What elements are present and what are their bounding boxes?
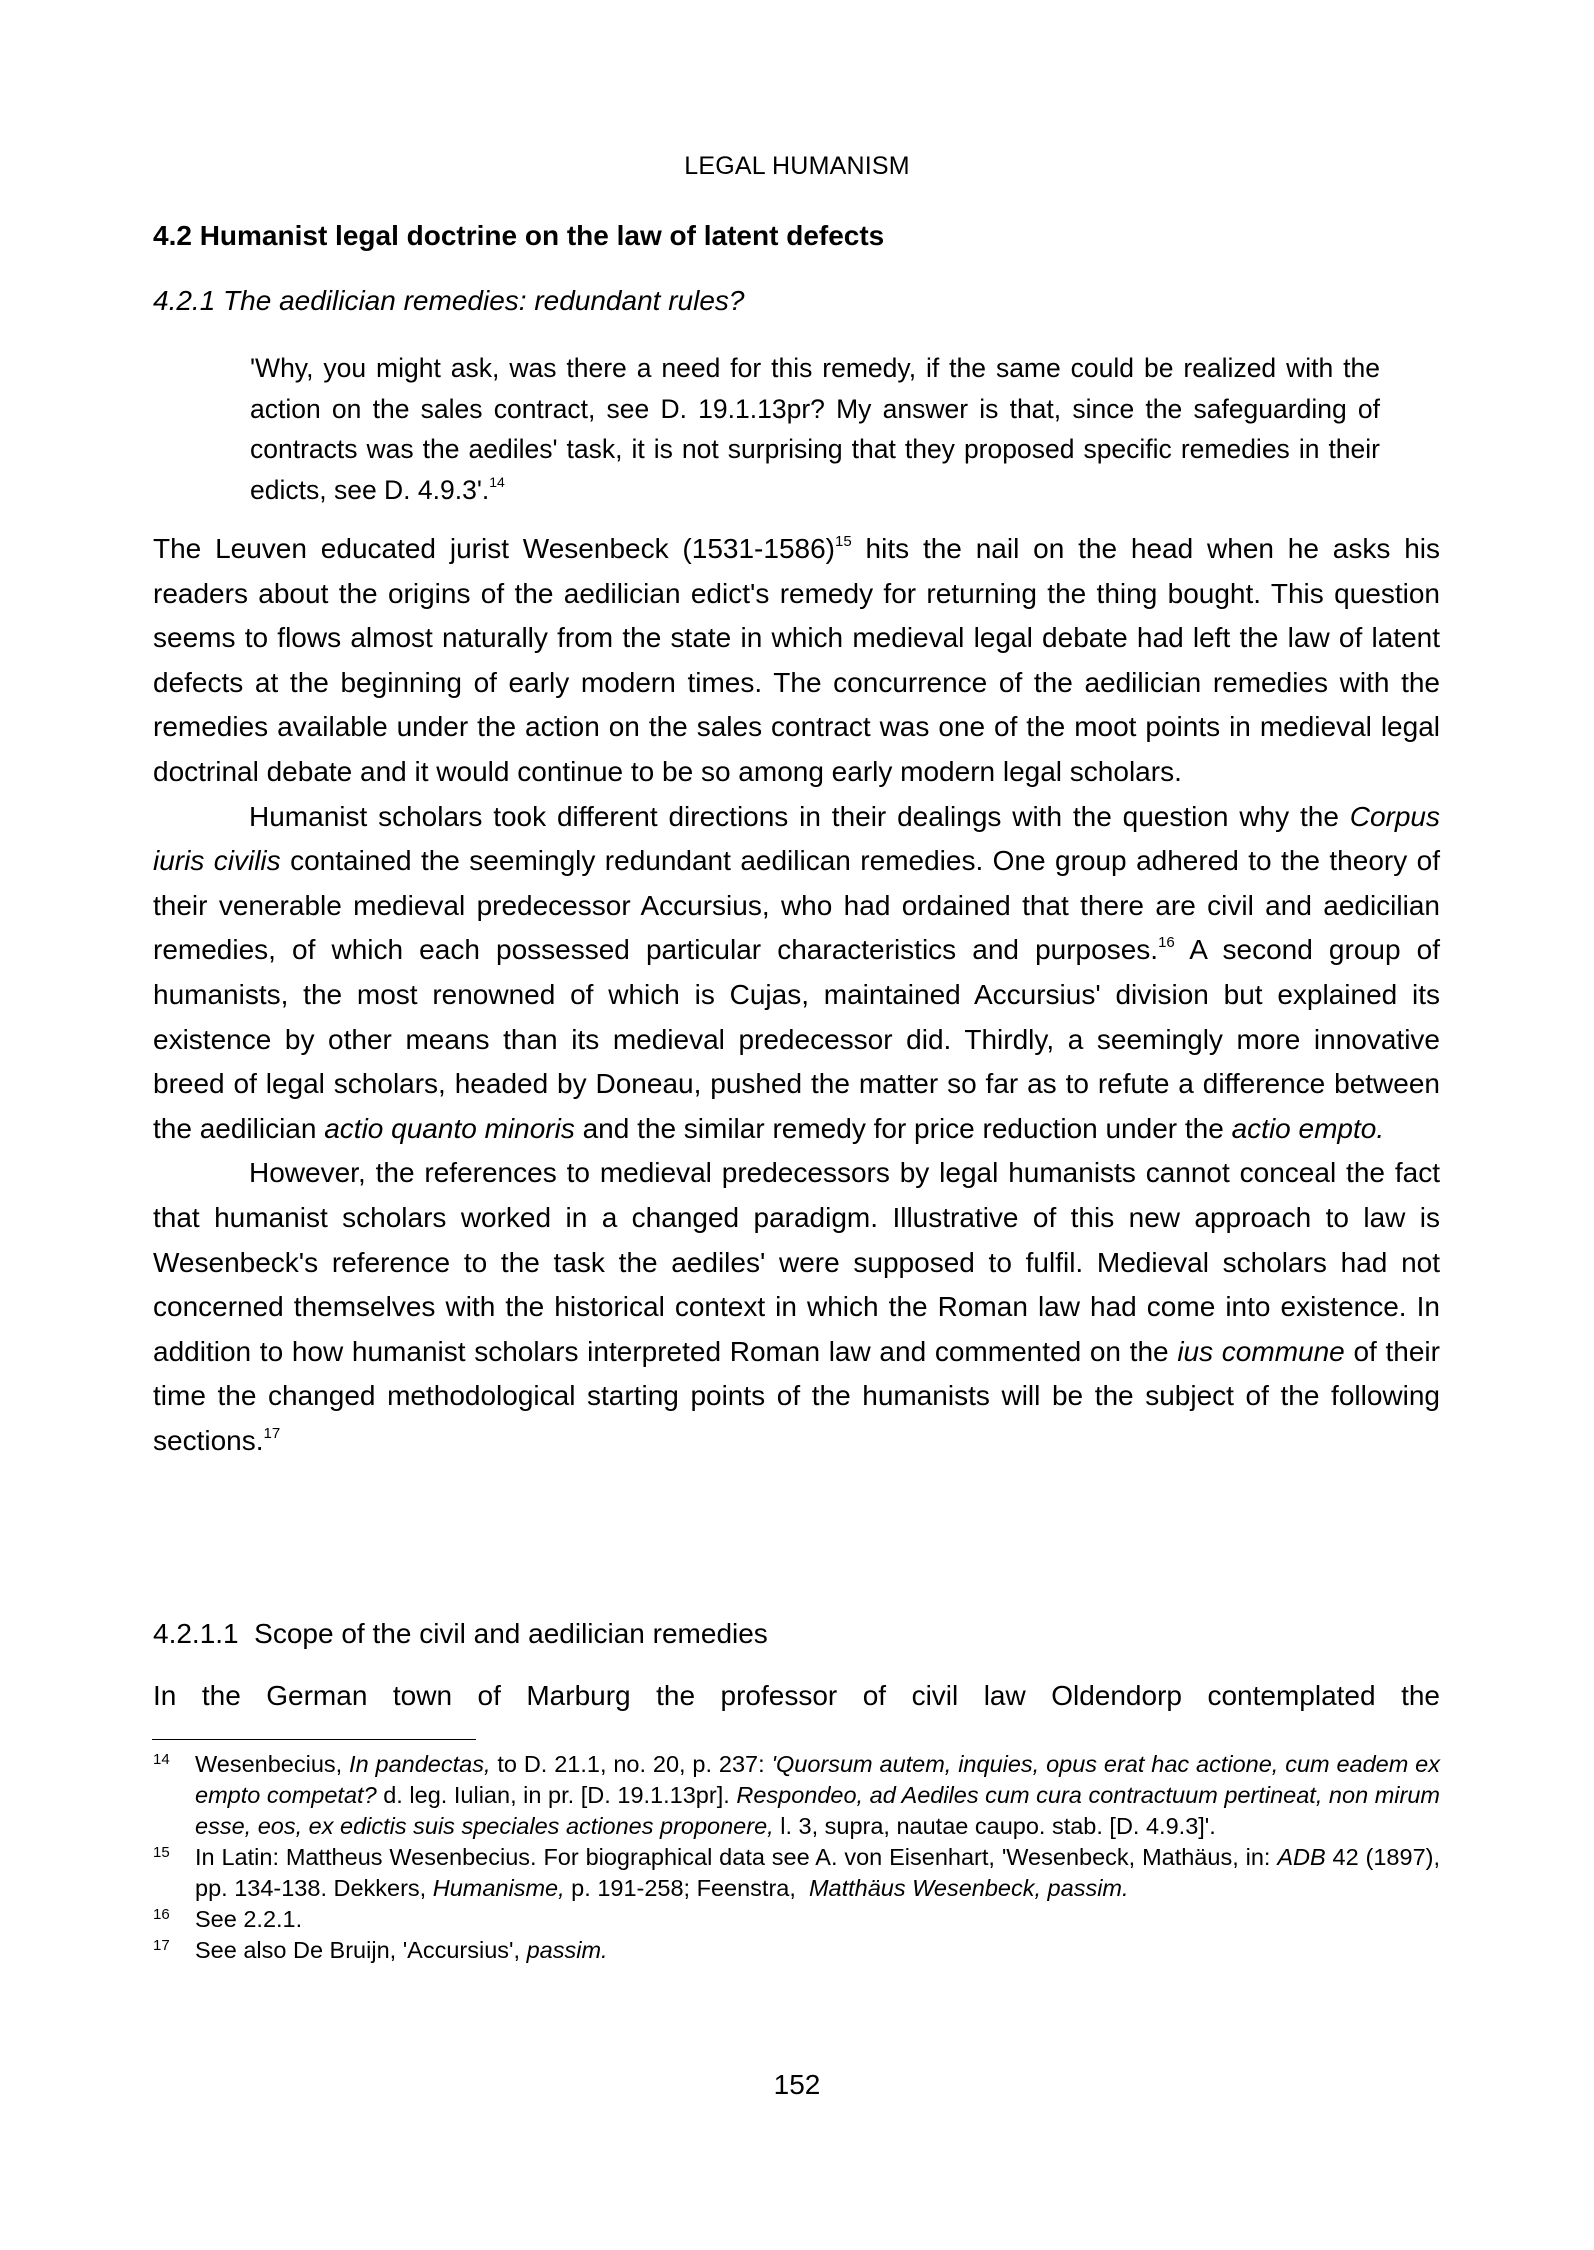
footnote-ref-17[interactable]: 17 xyxy=(263,1424,281,1442)
footnote-text: In Latin: Mattheus Wesenbecius. For biographical data see A. von Eisenhart, 'Wesenbeck, Mathäus, in: xyxy=(195,1844,1278,1870)
paragraph-text: A second group of humanists, the most renowned of which is Cujas, maintained Accursius' division but explained its existence by other means than its medieval predecessor did. Thirdly, a seemingly more innovative breed of legal scholars, headed by Doneau, pushed the matter so far as to refute a difference between the aedilician xyxy=(153,934,1440,1144)
paragraph-text: hits the nail on the head when he asks his readers about the origins of the aedilician edict's remedy for returning the thing bought. This question seems to flows almost naturally from the state in which medieval legal debate had left the law of latent defects at the beginning of early modern times. The concurrence of the aedilician remedies with the remedies available under the action on the sales contract was one of the moot points in medieval legal doctrinal debate and it would continue to be so among early modern legal scholars. xyxy=(153,533,1441,787)
footnote-15 xyxy=(153,1842,1440,1904)
body-text xyxy=(153,527,1440,1463)
footnote-text: d. leg. Iulian, in pr. [D. 19.1.13pr]. xyxy=(376,1782,737,1808)
continuation-line: In the German town of Marburg the professor of civil law Oldendorp contemplated the xyxy=(153,1680,1440,1711)
section-heading: 4.2 Humanist legal doctrine on the law of latent defects xyxy=(153,220,885,251)
footnotes xyxy=(153,1749,1440,1966)
footnote-14 xyxy=(153,1749,1440,1842)
paragraph-text: contained the seemingly redundant aedilican remedies. One group adhered to the theory of their venerable medieval predecessor Accursius, who had ordained that there are civil and aedicilian remedies, of which each possessed particular characteristics and purposes. xyxy=(153,845,1440,966)
italic-term: ius commune xyxy=(1177,1335,1345,1367)
sub-subsection-heading: 4.2.1.1 Scope of the civil and aedilician remedies xyxy=(153,1618,768,1649)
paragraph-text: However, the references to medieval predecessors by legal humanists cannot conceal the fact that humanist scholars worked in a changed paradigm. Illustrative of this new approach to law is Wesenbeck's reference to the task the aediles' were supposed to fulfil. Medieval scholars had not concerned themselves with the historical context in which the Roman law had come into existence. In addition to how humanist scholars interpreted Roman law and commented on the xyxy=(153,1157,1440,1367)
footnote-ref-14[interactable]: 14 xyxy=(489,473,505,490)
footnote-number: 17 xyxy=(153,1937,170,1954)
page-number: 152 xyxy=(773,2069,821,2100)
footnote-ref-16[interactable]: 16 xyxy=(1158,934,1175,952)
paragraph-2 xyxy=(153,795,1440,1152)
italic-term: actio quanto minoris xyxy=(324,1112,575,1144)
footnote-text: See also De Bruijn, 'Accursius', xyxy=(195,1937,527,1963)
italic-term: In pandectas, xyxy=(349,1751,491,1777)
paragraph-text: and the similar remedy for price reduction under the xyxy=(574,1112,1232,1144)
subsection-heading: 4.2.1 The aedilician remedies: redundant rules? xyxy=(153,285,745,316)
italic-term: passim. xyxy=(526,1937,608,1963)
footnote-text: to D. 21.1, no. 20, p. 237: xyxy=(490,1751,772,1777)
italic-term: Respondeo, ad Aediles cum cura contractuum pertineat, non mirum esse, eos, ex edictis suis speciales actiones proponere, xyxy=(195,1782,1440,1839)
footnote-text: See 2.2.1. xyxy=(195,1906,303,1932)
italic-term: 'Quorsum autem, inquies, opus erat hac actione, cum eadem ex empto competat? xyxy=(195,1751,1441,1808)
paragraph-3 xyxy=(153,1151,1440,1463)
paragraph-text: Humanist scholars took different directions in their dealings with the question why the xyxy=(249,800,1350,832)
footnote-number: 15 xyxy=(153,1844,170,1861)
footnote-17 xyxy=(153,1935,1440,1966)
paragraph-text: of their time the changed methodological starting points of the humanists will be the subject of the following sections. xyxy=(153,1335,1440,1456)
footnote-ref-15[interactable]: 15 xyxy=(835,532,852,550)
italic-term: Corpus iuris civilis xyxy=(153,800,1440,877)
italic-term: actio empto. xyxy=(1231,1112,1385,1144)
quote-text: 'Why, you might ask, was there a need for this remedy, if the same could be realized with the action on the sales contract, see D. 19.1.13pr? My answer is that, since the safeguarding of contracts was the aediles' task, it is not surprising that they proposed specific remedies in their edicts, see D. 4.9.3'. xyxy=(250,353,1380,505)
footnote-separator xyxy=(152,1739,476,1740)
footnote-text: p. 191-258; Feenstra, xyxy=(564,1875,809,1901)
paragraph-text: The Leuven educated jurist Wesenbeck (1531-1586) xyxy=(153,533,835,564)
footnote-number: 14 xyxy=(153,1751,170,1768)
italic-term: Matthäus Wesenbeck, passim. xyxy=(808,1875,1129,1901)
footnote-16 xyxy=(153,1904,1440,1935)
block-quote xyxy=(250,348,1380,510)
italic-term: Humanisme, xyxy=(432,1875,565,1901)
footnote-number: 16 xyxy=(153,1906,170,1923)
running-header: LEGAL HUMANISM xyxy=(684,152,910,180)
footnote-text: l. 3, supra, nautae caupo. stab. [D. 4.9.3]'. xyxy=(773,1813,1216,1839)
paragraph-1 xyxy=(153,527,1440,795)
footnote-text: Wesenbecius, xyxy=(195,1751,350,1777)
footnote-text: 42 (1897), pp. 134-138. Dekkers, xyxy=(195,1844,1440,1901)
italic-term: ADB xyxy=(1277,1844,1326,1870)
